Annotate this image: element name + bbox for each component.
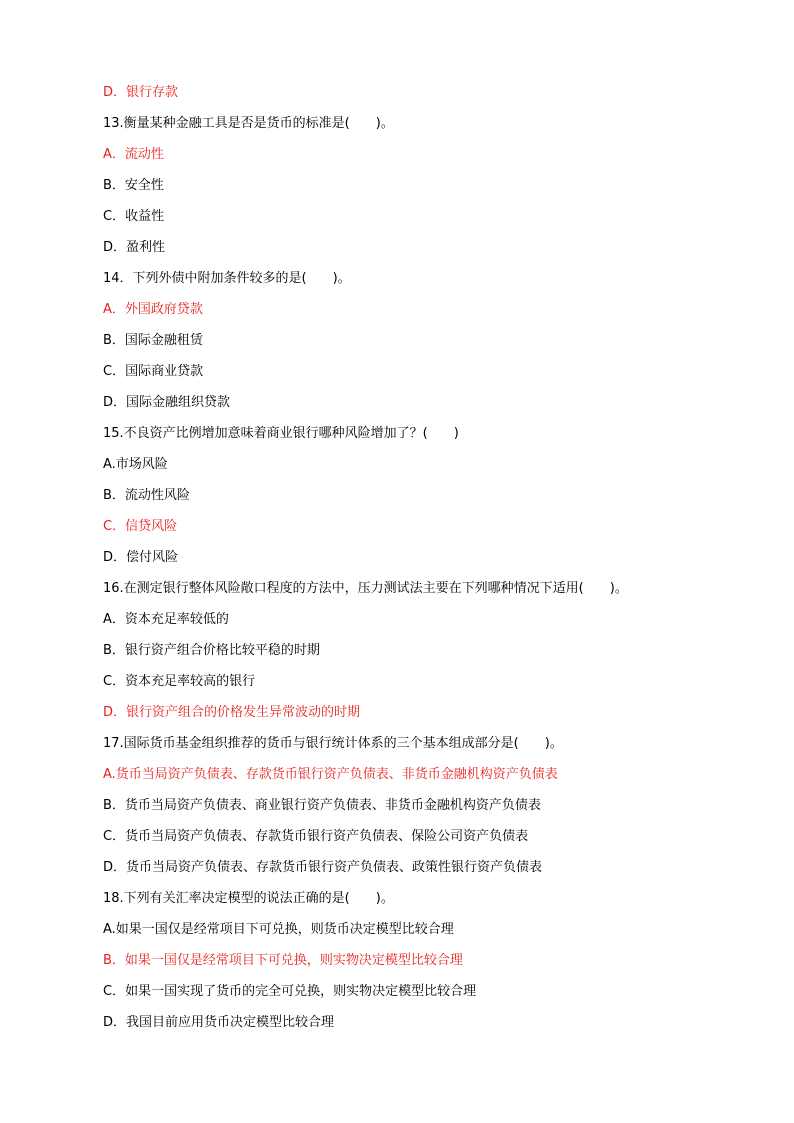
question-line: 17.国际货币基金组织推荐的货币与银行统计体系的三个基本组成部分是( )。 (103, 736, 563, 751)
answer-line: A．外国政府贷款 (103, 302, 203, 317)
question-line: 14．下列外债中附加条件较多的是( )。 (103, 271, 351, 286)
question-line: 18.下列有关汇率决定模型的说法正确的是( )。 (103, 891, 394, 906)
option-line: B．流动性风险 (103, 488, 190, 503)
option-line: D．货币当局资产负债表、存款货币银行资产负债表、政策性银行资产负债表 (103, 860, 543, 875)
option-line: D．盈利性 (103, 240, 166, 255)
option-line: C．国际商业贷款 (103, 364, 204, 379)
option-line: B．安全性 (103, 178, 164, 193)
option-line: C．资本充足率较高的银行 (103, 674, 256, 689)
option-line: D．我国目前应用货币决定模型比较合理 (103, 1015, 335, 1030)
option-line: C．如果一国实现了货币的完全可兑换，则实物决定模型比较合理 (103, 984, 477, 999)
option-line: D．国际金融组织贷款 (103, 395, 231, 410)
answer-line: D．银行资产组合的价格发生异常波动的时期 (103, 705, 361, 720)
option-line: C．货币当局资产负债表、存款货币银行资产负债表、保险公司资产负债表 (103, 829, 529, 844)
answer-line: A．流动性 (103, 147, 164, 162)
option-line: B．国际金融租赁 (103, 333, 203, 348)
question-line: 15.不良资产比例增加意味着商业银行哪种风险增加了？( ) (103, 426, 459, 441)
answer-line: B．如果一国仅是经常项目下可兑换，则实物决定模型比较合理 (103, 953, 463, 968)
option-line: B．货币当局资产负债表、商业银行资产负债表、非货币金融机构资产负债表 (103, 798, 541, 813)
option-line: A.市场风险 (103, 457, 168, 472)
option-line: C．收益性 (103, 209, 165, 224)
question-line: 13.衡量某种金融工具是否是货币的标准是( )。 (103, 116, 394, 131)
option-line: A.如果一国仅是经常项目下可兑换，则货币决定模型比较合理 (103, 922, 454, 937)
question-line: 16.在测定银行整体风险敞口程度的方法中，压力测试法主要在下列哪种情况下适用( )。 (103, 581, 628, 596)
answer-line: C．信贷风险 (103, 519, 178, 534)
option-line: D．偿付风险 (103, 550, 179, 565)
option-line: B．银行资产组合价格比较平稳的时期 (103, 643, 320, 658)
answer-line: D．银行存款 (103, 85, 179, 100)
answer-line: A.货币当局资产负债表、存款货币银行资产负债表、非货币金融机构资产负债表 (103, 767, 558, 782)
option-line: A．资本充足率较低的 (103, 612, 229, 627)
